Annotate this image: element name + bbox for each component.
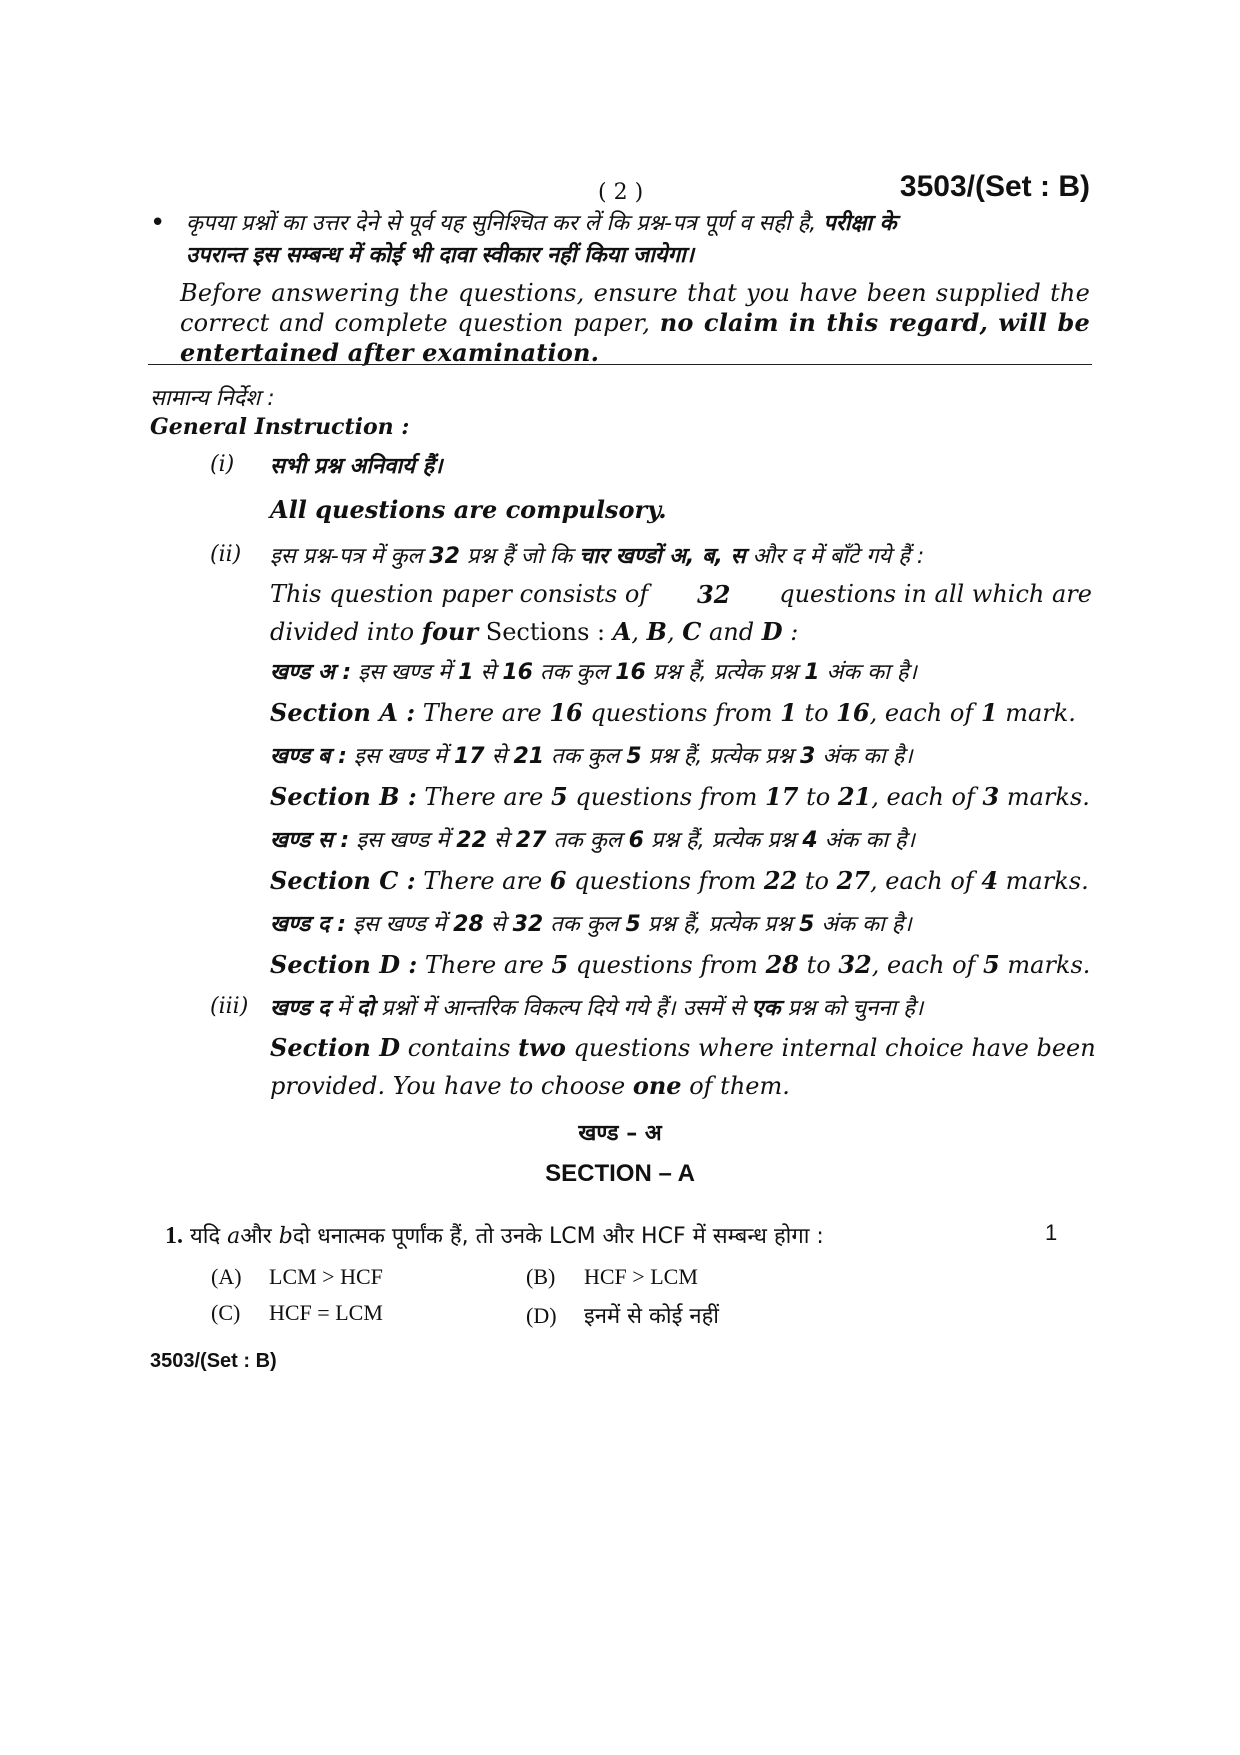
section-letter: A (612, 617, 632, 646)
text: , each of (871, 951, 976, 979)
text: marks. (1007, 951, 1091, 979)
variable-b: b (278, 1224, 293, 1249)
option-a[interactable] (211, 1264, 383, 1290)
item-i (270, 450, 1092, 480)
text: से (480, 660, 496, 685)
text: divided into (270, 618, 415, 646)
text: अंक का है। (822, 744, 913, 769)
section-b-hindi (270, 740, 1092, 770)
text: questions where internal choice have been (573, 1034, 1096, 1062)
text: There are (423, 867, 543, 895)
paper-code-header: 3503/(Set : B) (899, 170, 1090, 203)
bold-text: एक (751, 996, 781, 1021)
text: to (804, 867, 829, 895)
option-b[interactable] (526, 1264, 698, 1290)
notice-hindi-line2 (186, 240, 1090, 272)
text: , each of (871, 783, 975, 811)
number: 6 (628, 828, 644, 853)
bold-text: Section D (270, 1033, 401, 1062)
text: और द में बाँटे गये हैं : (752, 544, 925, 569)
item-ii-hindi (270, 540, 1092, 570)
question-number: 1. (165, 1223, 183, 1249)
number: 21 (837, 782, 872, 811)
item-i-english-text: All questions are compulsory. (270, 495, 667, 524)
option-text: HCF = LCM (269, 1300, 383, 1325)
bold-text: खण्ड द (270, 996, 330, 1021)
section-letter: B (646, 617, 667, 646)
text: questions in all which are (779, 580, 1092, 608)
text: provided. You have to choose (270, 1072, 626, 1100)
text: तक कुल (553, 828, 622, 853)
number: 5 (799, 912, 815, 937)
option-label: (A) (211, 1264, 242, 1289)
item-i-en-wrap (270, 495, 1092, 524)
bold-text: two (518, 1033, 566, 1062)
notice-hindi-line1 (186, 208, 1090, 240)
bold-text: four (421, 617, 479, 646)
option-label: (B) (526, 1264, 556, 1289)
bold-text: दो (356, 996, 375, 1021)
option-c[interactable] (211, 1300, 383, 1326)
section-letter: D (761, 617, 783, 646)
page-number: ( 2 ) (598, 180, 644, 205)
number: 5 (551, 950, 569, 979)
text: तक कुल (551, 744, 620, 769)
text: में (336, 996, 350, 1021)
text: , (631, 618, 640, 646)
number: 32 (697, 580, 731, 609)
text: questions from (574, 867, 757, 895)
number: 5 (983, 950, 1000, 979)
text: प्रश्न को चुनना है। (787, 996, 924, 1021)
label: Section D : (270, 950, 418, 979)
section-d-english (270, 950, 1092, 979)
option-text: HCF > LCM (584, 1264, 698, 1289)
text: इस खण्ड में (358, 660, 452, 685)
section-letter: C (682, 617, 702, 646)
number: 4 (981, 866, 999, 895)
section-d-hindi (270, 908, 1092, 938)
text: questions from (575, 783, 758, 811)
text: प्रश्न हैं, प्रत्येक प्रश्न (648, 744, 793, 769)
text: marks. (1006, 783, 1090, 811)
section-b-english (270, 782, 1092, 811)
notice-english-text: Before answering the questions, ensure that you have been supplied the correct and complete question paper, (180, 279, 1090, 337)
text: इस खण्ड में (356, 828, 450, 853)
text: अंक का है। (826, 660, 917, 685)
label: Section A : (270, 698, 416, 727)
number: 17 (453, 744, 485, 769)
text: , each of (869, 699, 974, 727)
number: 27 (836, 866, 871, 895)
text: प्रश्न हैं, प्रत्येक प्रश्न (647, 912, 793, 937)
label: Section C : (270, 866, 416, 895)
text: प्रश्न हैं, प्रत्येक प्रश्न (650, 828, 796, 853)
option-label: (D) (526, 1303, 557, 1328)
general-heading-english: General Instruction : (150, 414, 410, 440)
number: 16 (836, 698, 870, 727)
label: खण्ड अ : (270, 660, 352, 685)
number: 22 (456, 828, 487, 853)
number: 16 (502, 660, 533, 685)
question-text: यदि (190, 1224, 221, 1249)
text: प्रश्नों में आन्तरिक विकल्प दिये गये हैं। उसमें से (381, 996, 745, 1021)
text: तक कुल (540, 660, 609, 685)
text: to (806, 783, 831, 811)
number: 16 (615, 660, 646, 685)
text: अंक का है। (821, 912, 912, 937)
text: : (790, 618, 799, 646)
label: खण्ड द : (270, 912, 347, 937)
bullet-icon: • (150, 208, 166, 238)
number: 28 (453, 912, 484, 937)
number: 4 (802, 828, 818, 853)
item-label-ii: (ii) (210, 542, 242, 567)
text: contains (407, 1034, 511, 1062)
section-c-english (270, 866, 1092, 895)
notice-hindi-bold2: उपरान्त इस सम्बन्ध में कोई भी दावा स्वीकार नहीं किया जायेगा। (186, 243, 694, 268)
number: 1 (458, 660, 474, 685)
item-label-iii: (iii) (210, 994, 249, 1019)
text: , each of (870, 867, 974, 895)
question-text: और (240, 1224, 272, 1249)
item-iii-english2 (270, 1071, 1092, 1100)
text: इस खण्ड में (353, 744, 447, 769)
text: अंक का है। (824, 828, 915, 853)
section-c-hindi (270, 824, 1092, 854)
variable-a: a (227, 1224, 241, 1249)
number: 21 (513, 744, 545, 769)
divider (148, 364, 1092, 365)
question-1 (165, 1220, 1065, 1250)
notice-hindi-text: कृपया प्रश्नों का उत्तर देने से पूर्व यह सुनिश्चित कर लें कि प्रश्न-पत्र पूर्ण व सही है, (186, 211, 817, 236)
number: 1 (780, 698, 797, 727)
number: 32 (512, 912, 544, 937)
option-d[interactable] (526, 1300, 719, 1330)
item-iii-english1 (270, 1033, 1096, 1062)
text: प्रश्न हैं, प्रत्येक प्रश्न (652, 660, 798, 685)
number: 28 (765, 950, 799, 979)
text: से (491, 744, 507, 769)
number: 17 (765, 782, 799, 811)
text: प्रश्न हैं जो कि (466, 544, 573, 569)
item-ii-english1 (270, 580, 1092, 609)
number: 3 (800, 744, 816, 769)
text: questions from (590, 699, 773, 727)
notice-english-bold: no claim in this regard, will be entertained after examination. (180, 308, 1090, 367)
number: 1 (804, 660, 820, 685)
label: Section B : (270, 782, 417, 811)
section-heading-english: SECTION – A (545, 1160, 695, 1187)
text: and (709, 618, 755, 646)
text: There are (424, 951, 544, 979)
notice-block (150, 208, 1090, 368)
number: 6 (549, 866, 567, 895)
bold-text: one (632, 1071, 682, 1100)
notice-english (180, 278, 1090, 368)
text: से (490, 912, 506, 937)
item-ii-english2 (270, 617, 1092, 646)
item-label-i: (i) (210, 452, 235, 477)
section-heading-hindi: खण्ड – अ (578, 1121, 662, 1146)
text: इस खण्ड में (353, 912, 447, 937)
bold-text: चार खण्डों अ, ब, स (579, 544, 746, 569)
text: There are (424, 783, 544, 811)
question-marks: 1 (1045, 1220, 1058, 1245)
item-iii-hindi (270, 992, 1092, 1022)
number: 16 (549, 698, 583, 727)
number: 1 (980, 698, 998, 727)
text: to (806, 951, 831, 979)
label: खण्ड स : (270, 828, 350, 853)
text: से (493, 828, 509, 853)
number: 5 (626, 744, 642, 769)
text: mark. (1005, 699, 1076, 727)
text: , (666, 618, 675, 646)
text: इस प्रश्न-पत्र में कुल (270, 544, 423, 569)
item-i-hindi (270, 450, 1092, 480)
text: marks. (1005, 867, 1089, 895)
number: 32 (838, 950, 872, 979)
text: There are (422, 699, 542, 727)
section-a-hindi (270, 656, 1092, 686)
text: of them. (689, 1072, 790, 1100)
option-text: इनमें से कोई नहीं (584, 1304, 720, 1329)
text: This question paper consists of (270, 580, 649, 608)
text: तक कुल (550, 912, 619, 937)
number: 22 (763, 866, 798, 895)
text: questions from (575, 951, 758, 979)
notice-hindi-bold1: परीक्षा के (823, 211, 897, 236)
number: 5 (625, 912, 641, 937)
number: 5 (550, 782, 568, 811)
section-a-english (270, 698, 1092, 727)
option-label: (C) (211, 1300, 241, 1325)
number: 27 (515, 828, 547, 853)
label: खण्ड ब : (270, 744, 347, 769)
general-heading-hindi: सामान्य निर्देश : (150, 386, 275, 411)
option-text: LCM > HCF (269, 1264, 383, 1289)
item-i-hindi-text: सभी प्रश्न अनिवार्य हैं। (270, 454, 443, 479)
number: 3 (982, 782, 1000, 811)
question-text: दो धनात्मक पूर्णांक हैं, तो उनके LCM और HCF में सम्बन्ध होगा : (292, 1224, 824, 1249)
text: to (804, 699, 829, 727)
paper-code-footer: 3503/(Set : B) (150, 1350, 277, 1372)
number: 32 (429, 544, 460, 569)
item-i-english (270, 495, 1092, 524)
text: Sections : (485, 618, 606, 646)
